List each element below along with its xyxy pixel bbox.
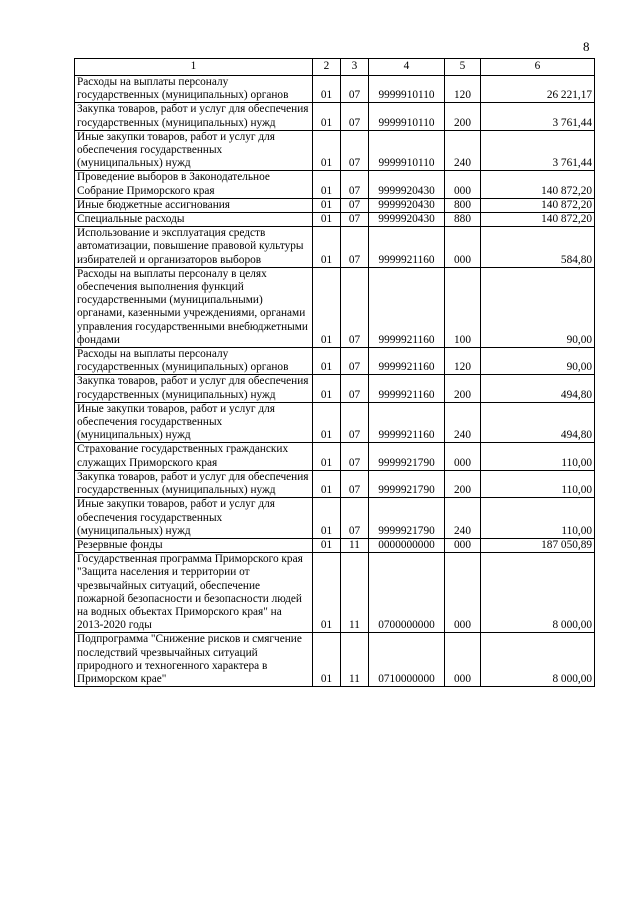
- row-name: Государственная программа Приморского края "Защита населения и территории от чрезвычайных ситуаций, обеспечение пожарной безопасности и безопасности людей на водных объектах Приморского края" на 2013-2020 годы: [75, 553, 313, 633]
- subsection-code: 07: [341, 470, 369, 497]
- subsection-code: 07: [341, 375, 369, 402]
- subsection-code: 11: [341, 538, 369, 552]
- amount: 110,00: [481, 443, 595, 470]
- table-row: [75, 227, 595, 268]
- row-name: Расходы на выплаты персоналу государственных (муниципальных) органов: [75, 348, 313, 375]
- subsection-code: 07: [341, 213, 369, 227]
- table-row: [75, 553, 595, 633]
- expense-type-code: 880: [445, 213, 481, 227]
- section-code: 01: [313, 633, 341, 687]
- row-name: Специальные расходы: [75, 213, 313, 227]
- subsection-code: 07: [341, 198, 369, 212]
- amount: 3 761,44: [481, 103, 595, 130]
- amount: 187 050,89: [481, 538, 595, 552]
- section-code: 01: [313, 267, 341, 347]
- section-code: 01: [313, 553, 341, 633]
- target-article-code: 9999910110: [369, 76, 445, 103]
- expense-type-code: 120: [445, 348, 481, 375]
- section-code: 01: [313, 227, 341, 268]
- expense-type-code: 000: [445, 171, 481, 198]
- amount: 110,00: [481, 498, 595, 539]
- section-code: 01: [313, 76, 341, 103]
- subsection-code: 07: [341, 402, 369, 443]
- expense-type-code: 000: [445, 538, 481, 552]
- target-article-code: 0710000000: [369, 633, 445, 687]
- row-name: Закупка товаров, работ и услуг для обеспечения государственных (муниципальных) нужд: [75, 470, 313, 497]
- target-article-code: 9999921160: [369, 348, 445, 375]
- expense-type-code: 100: [445, 267, 481, 347]
- table-row: [75, 375, 595, 402]
- target-article-code: 9999921160: [369, 375, 445, 402]
- table-row: [75, 76, 595, 103]
- section-code: 01: [313, 171, 341, 198]
- page-number: 8: [583, 39, 590, 54]
- amount: 90,00: [481, 348, 595, 375]
- expense-type-code: 000: [445, 227, 481, 268]
- section-code: 01: [313, 130, 341, 171]
- subsection-code: 07: [341, 103, 369, 130]
- amount: 26 221,17: [481, 76, 595, 103]
- row-name: Использование и эксплуатация средств автоматизации, повышение правовой культуры избирателей и организаторов выборов: [75, 227, 313, 268]
- section-code: 01: [313, 402, 341, 443]
- table-row: [75, 498, 595, 539]
- row-name: Закупка товаров, работ и услуг для обеспечения государственных (муниципальных) нужд: [75, 375, 313, 402]
- row-name: Иные закупки товаров, работ и услуг для обеспечения государственных (муниципальных) нужд: [75, 498, 313, 539]
- row-name: Страхование государственных гражданских служащих Приморского края: [75, 443, 313, 470]
- subsection-code: 07: [341, 130, 369, 171]
- expense-type-code: 240: [445, 130, 481, 171]
- table-row: [75, 470, 595, 497]
- section-code: 01: [313, 103, 341, 130]
- expense-type-code: 120: [445, 76, 481, 103]
- table-row: [75, 633, 595, 687]
- target-article-code: 9999910110: [369, 130, 445, 171]
- subsection-code: 07: [341, 227, 369, 268]
- amount: 90,00: [481, 267, 595, 347]
- row-name: Резервные фонды: [75, 538, 313, 552]
- target-article-code: 9999921790: [369, 470, 445, 497]
- row-name: Иные закупки товаров, работ и услуг для обеспечения государственных (муниципальных) нужд: [75, 402, 313, 443]
- target-article-code: 9999920430: [369, 198, 445, 212]
- row-name: Подпрограмма "Снижение рисков и смягчение последствий чрезвычайных ситуаций природного и техногенного характера в Приморском крае": [75, 633, 313, 687]
- column-header-6: 6: [481, 59, 595, 76]
- subsection-code: 07: [341, 443, 369, 470]
- expense-type-code: 000: [445, 553, 481, 633]
- amount: 140 872,20: [481, 171, 595, 198]
- subsection-code: 07: [341, 171, 369, 198]
- expense-type-code: 000: [445, 633, 481, 687]
- row-name: Закупка товаров, работ и услуг для обеспечения государственных (муниципальных) нужд: [75, 103, 313, 130]
- table-row: [75, 267, 595, 347]
- subsection-code: 11: [341, 633, 369, 687]
- column-header-1: 1: [75, 59, 313, 76]
- subsection-code: 07: [341, 348, 369, 375]
- section-code: 01: [313, 213, 341, 227]
- table-row: [75, 402, 595, 443]
- row-name: Иные закупки товаров, работ и услуг для обеспечения государственных (муниципальных) нужд: [75, 130, 313, 171]
- column-header-3: 3: [341, 59, 369, 76]
- table-row: [75, 198, 595, 212]
- amount: 140 872,20: [481, 213, 595, 227]
- section-code: 01: [313, 348, 341, 375]
- table-row: [75, 213, 595, 227]
- amount: 8 000,00: [481, 553, 595, 633]
- subsection-code: 07: [341, 267, 369, 347]
- target-article-code: 9999920430: [369, 171, 445, 198]
- target-article-code: 9999921790: [369, 498, 445, 539]
- expense-type-code: 200: [445, 375, 481, 402]
- table-row: [75, 171, 595, 198]
- target-article-code: 9999921160: [369, 227, 445, 268]
- row-name: Расходы на выплаты персоналу в целях обеспечения выполнения функций государственными (муниципальными) органами, казенными учреждениями, органами управления государственными внебюджетными фондами: [75, 267, 313, 347]
- column-header-4: 4: [369, 59, 445, 76]
- subsection-code: 07: [341, 498, 369, 539]
- table-row: [75, 348, 595, 375]
- header-row: [75, 59, 595, 76]
- expense-type-code: 200: [445, 103, 481, 130]
- table-row: [75, 103, 595, 130]
- target-article-code: 9999921790: [369, 443, 445, 470]
- subsection-code: 07: [341, 76, 369, 103]
- target-article-code: 0700000000: [369, 553, 445, 633]
- target-article-code: 9999910110: [369, 103, 445, 130]
- amount: 494,80: [481, 402, 595, 443]
- amount: 140 872,20: [481, 198, 595, 212]
- row-name: Расходы на выплаты персоналу государственных (муниципальных) органов: [75, 76, 313, 103]
- expense-type-code: 800: [445, 198, 481, 212]
- expense-type-code: 000: [445, 443, 481, 470]
- amount: 8 000,00: [481, 633, 595, 687]
- expense-type-code: 240: [445, 498, 481, 539]
- expense-type-code: 200: [445, 470, 481, 497]
- table-row: [75, 538, 595, 552]
- section-code: 01: [313, 443, 341, 470]
- section-code: 01: [313, 498, 341, 539]
- section-code: 01: [313, 198, 341, 212]
- section-code: 01: [313, 375, 341, 402]
- table-row: [75, 130, 595, 171]
- section-code: 01: [313, 470, 341, 497]
- amount: 3 761,44: [481, 130, 595, 171]
- section-code: 01: [313, 538, 341, 552]
- expense-type-code: 240: [445, 402, 481, 443]
- column-header-5: 5: [445, 59, 481, 76]
- amount: 494,80: [481, 375, 595, 402]
- table-row: [75, 443, 595, 470]
- target-article-code: 0000000000: [369, 538, 445, 552]
- column-header-2: 2: [313, 59, 341, 76]
- row-name: Проведение выборов в Законодательное Собрание Приморского края: [75, 171, 313, 198]
- subsection-code: 11: [341, 553, 369, 633]
- target-article-code: 9999921160: [369, 402, 445, 443]
- target-article-code: 9999920430: [369, 213, 445, 227]
- amount: 584,80: [481, 227, 595, 268]
- amount: 110,00: [481, 470, 595, 497]
- budget-table: [74, 58, 595, 687]
- row-name: Иные бюджетные ассигнования: [75, 198, 313, 212]
- target-article-code: 9999921160: [369, 267, 445, 347]
